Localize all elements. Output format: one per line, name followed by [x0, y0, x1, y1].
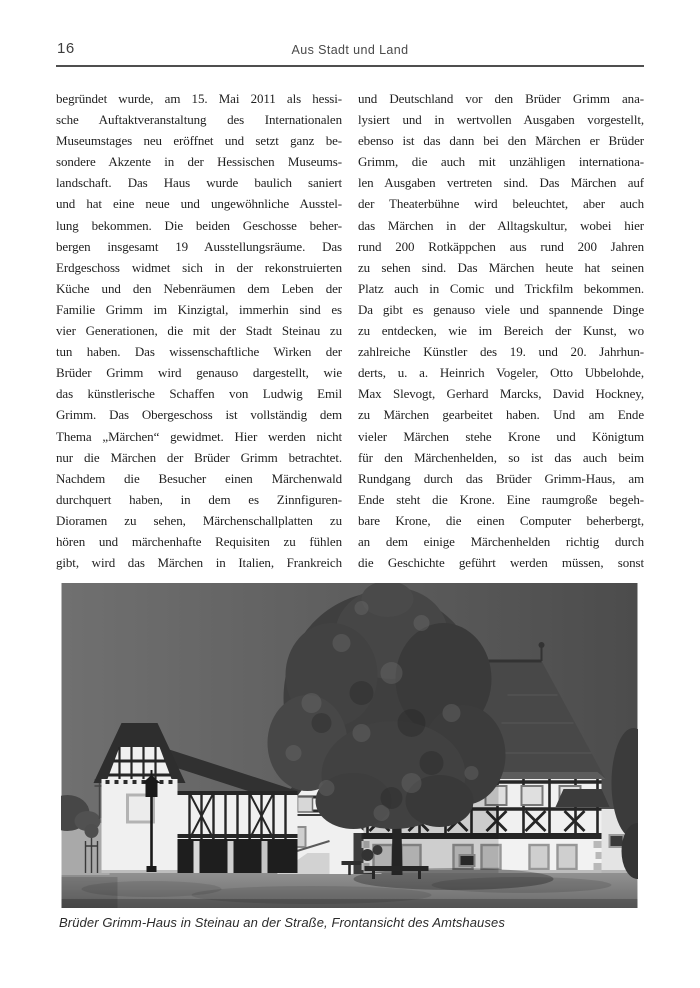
text-line: gibt, wird das Märchen in Italien, Frankreich — [56, 555, 342, 571]
text-line: vier Generationen, die mit der Stadt Steinau zu — [56, 323, 342, 339]
text-line: rund 200 Rotkäppchen aus rund 200 Jahren — [358, 238, 644, 254]
text-line: bergen insgesamt 19 Ausstellungsräume. Das — [56, 238, 342, 254]
text-line: landschaft. Das Haus wurde baulich saniert — [56, 175, 342, 191]
grimm-haus-photo-illustration — [61, 583, 638, 908]
text-line: Grimm. Das Obergeschoss ist vollständig dem — [56, 407, 342, 423]
text-line: zahlreiche Künstler des 19. und 20. Jahrhun- — [358, 344, 644, 360]
text-line: nur die Märchen der Brüder Grimm betrachtet. — [56, 449, 342, 465]
text-line: und hat eine neue und ungewöhnliche Ausstel- — [56, 196, 342, 212]
text-line: durchquert haben, in dem es Zinnfiguren- — [56, 491, 342, 507]
text-line: das künstlerische Schaffen von Ludwig Emil — [56, 386, 342, 402]
running-title: Aus Stadt und Land — [291, 43, 409, 57]
text-line: das Märchen in der Alltagskultur, wobei hier — [358, 217, 644, 233]
photo-grimm-haus — [61, 583, 638, 908]
text-line: Platz auch in Comic und Trickfilm bekommen. — [358, 280, 644, 296]
text-column-right — [358, 88, 644, 573]
text-line: Thema „Märchen“ gewidmet. Hier werden nicht — [56, 428, 342, 444]
text-line: Brüder Grimm wird genauso dargestellt, wie — [56, 365, 342, 381]
text-line: sondere Akzente in der Hessischen Museums- — [56, 154, 342, 170]
article-body — [56, 88, 644, 573]
text-line: Dioramen zu sehen, Märchenschallplatten zu — [56, 512, 342, 528]
text-line: vieler Märchen stehe Krone und Königtum — [358, 428, 644, 444]
text-column-left — [56, 88, 342, 573]
page-header — [56, 0, 644, 66]
figure-caption: Brüder Grimm-Haus in Steinau an der Straße, Frontansicht des Amtshauses — [59, 915, 505, 931]
text-line: lung bekommen. Die beiden Geschosse beher- — [56, 217, 342, 233]
text-line: Nachdem die Besucher einen Märchenwald — [56, 470, 342, 486]
text-line: begründet wurde, am 15. Mai 2011 als hessi- — [56, 91, 342, 106]
text-line: die Geschichte geführt werden müssen, sonst — [358, 555, 644, 571]
text-line: zu entdecken, wie im Bereich der Kunst, wo — [358, 323, 644, 339]
text-line: und Deutschland vor den Brüder Grimm ana- — [358, 91, 644, 106]
page-number: 16 — [57, 40, 75, 57]
text-line: zu Märchen gearbeitet haben. Und am Ende — [358, 407, 644, 423]
text-line: ebenso ist das dann bei den Märchen er Brüder — [358, 133, 644, 149]
text-line: Küche und den Nebenräumen dem Leben der — [56, 280, 342, 296]
text-line: hören und märchenhafte Requisiten zu fühlen — [56, 533, 342, 549]
text-line: bare Krone, die einen Computer beherbergt, — [358, 512, 644, 528]
text-line: derts, u. a. Heinrich Vogeler, Otto Ubbelohde, — [358, 365, 644, 381]
header-rule — [56, 65, 644, 67]
text-line: Da gibt es genauso viele und spannende Dinge — [358, 301, 644, 317]
text-line: an dem einige Märchenhelden richtig durch — [358, 533, 644, 549]
text-line: Familie Grimm im Kinzigtal, immerhin sind es — [56, 301, 342, 317]
text-line: Grimm, die auch mit unzähligen internationa- — [358, 154, 644, 170]
text-line: Museumstages neu eröffnet und setzt ganz be- — [56, 133, 342, 149]
text-line: Erdgeschoss widmet sich in der rekonstruierten — [56, 259, 342, 275]
text-line: für den Märchenhelden, so ist das auch beim — [358, 449, 644, 465]
text-line: Rundgang durch das Brüder Grimm-Haus, am — [358, 470, 644, 486]
tree-ground-shadow — [354, 868, 554, 890]
text-line: len Ausgaben vertreten sind. Das Märchen auf — [358, 175, 644, 191]
text-line: sche Auftaktveranstaltung des Internationalen — [56, 112, 342, 128]
text-line: lysiert und in wertvollen Ausgaben vorgestellt, — [358, 112, 644, 128]
text-line: tun haben. Das wissenschaftliche Wirken der — [56, 344, 342, 360]
text-line: zu sehen sind. Das Märchen heute hat seinen — [358, 259, 644, 275]
text-line: Ende steht die Krone. Eine raumgroße begeh- — [358, 491, 644, 507]
text-line: Max Slevogt, Gerhard Marcks, David Hockney, — [358, 386, 644, 402]
text-line: der Theaterbühne wird beleuchtet, aber auch — [358, 196, 644, 212]
figure — [61, 583, 638, 930]
